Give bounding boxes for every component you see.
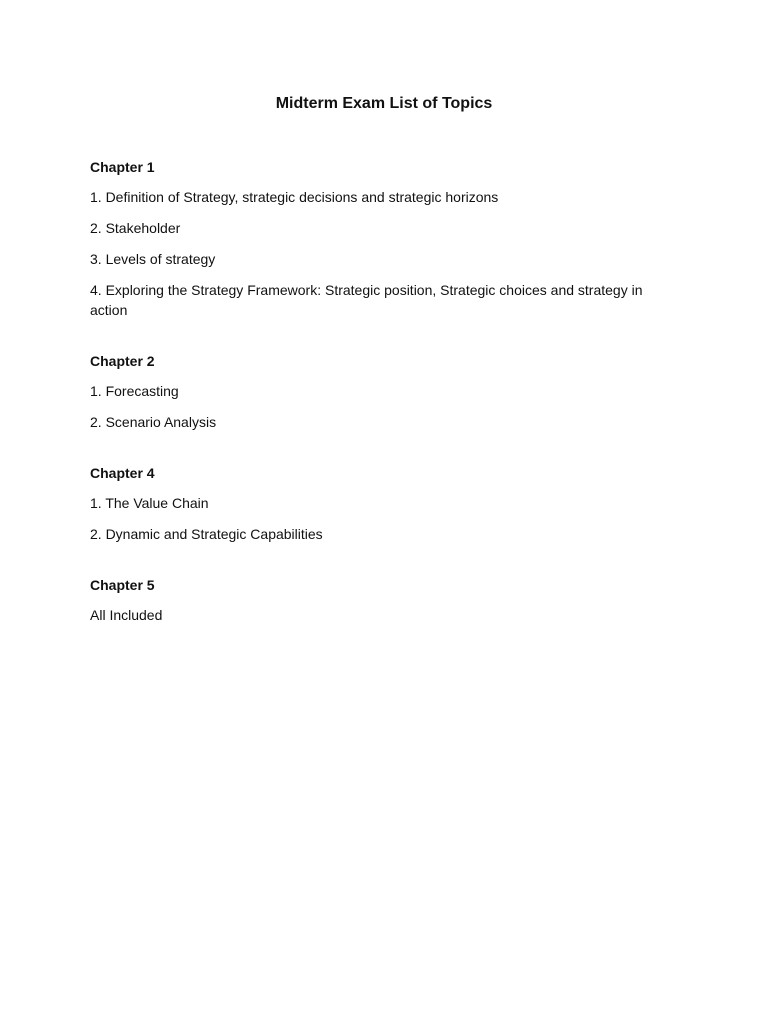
topic-item: All Included (90, 607, 163, 623)
topic-item: 4. Exploring the Strategy Framework: Strategic position, Strategic choices and strategy in action (90, 282, 643, 318)
topic-item: 2. Scenario Analysis (90, 414, 217, 430)
topic-item: 3. Levels of strategy (90, 251, 216, 267)
topic-item: 2. Dynamic and Strategic Capabilities (90, 526, 323, 542)
section-chapter-4 (90, 463, 680, 544)
section-chapter-1 (90, 157, 680, 320)
chapter-heading: Chapter 4 (90, 465, 155, 481)
chapter-heading: Chapter 2 (90, 353, 155, 369)
chapter-heading: Chapter 5 (90, 577, 155, 593)
document-body (90, 157, 680, 656)
topic-item: 2. Stakeholder (90, 220, 181, 236)
document-title: Midterm Exam List of Topics (275, 95, 493, 112)
topic-item: 1. Definition of Strategy, strategic decisions and strategic horizons (90, 189, 499, 205)
section-chapter-5 (90, 575, 680, 625)
topic-item: 1. The Value Chain (90, 495, 209, 511)
section-chapter-2 (90, 351, 680, 432)
topic-item: 1. Forecasting (90, 383, 179, 399)
chapter-heading: Chapter 1 (90, 159, 155, 175)
